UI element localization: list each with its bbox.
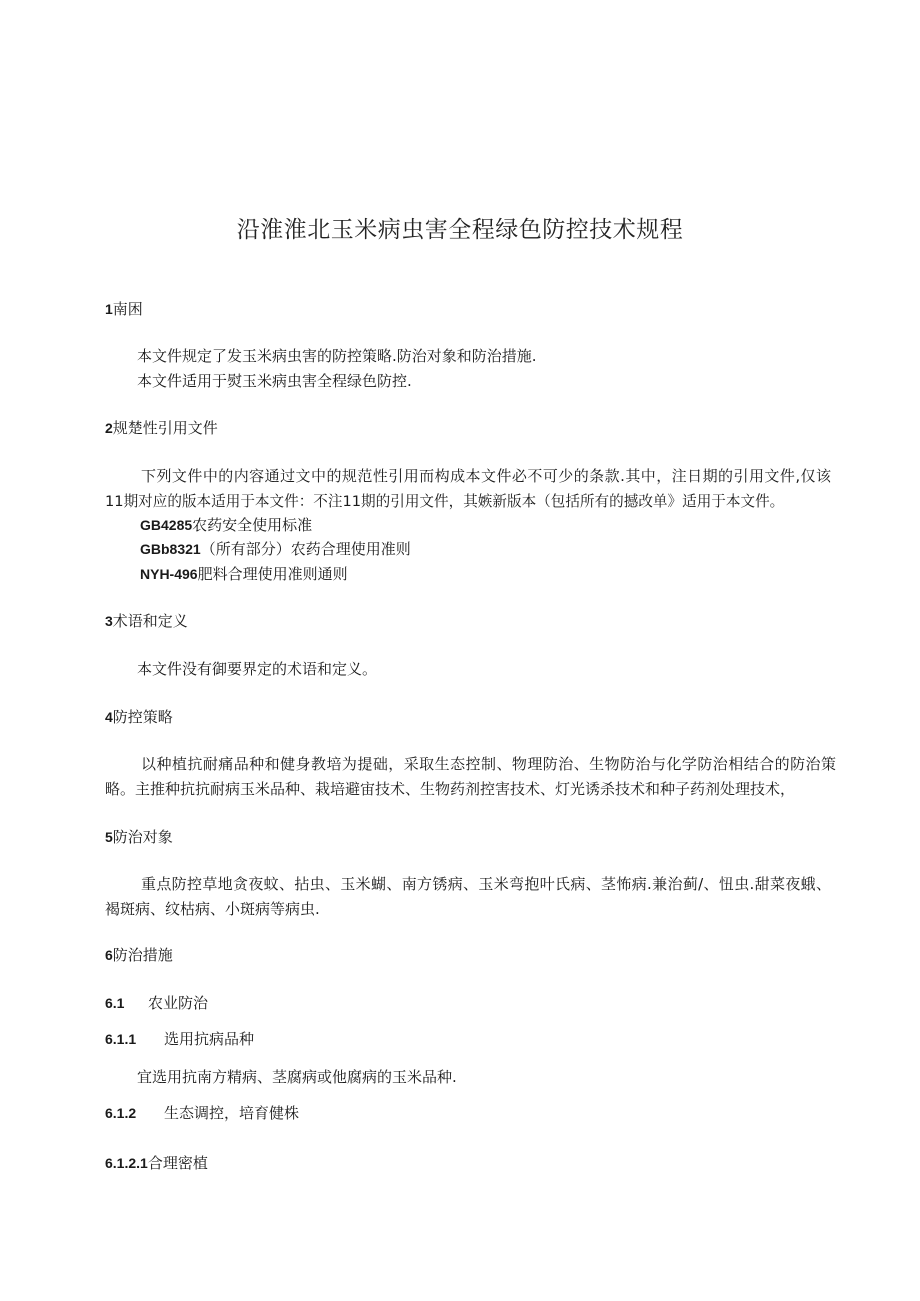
reference-title: （所有部分）农药合理使用准则 <box>200 540 411 558</box>
subsection-6-1-heading <box>105 992 208 1013</box>
paragraph: 本文件规定了发玉米病虫害的防控策略.防治对象和防治措施. <box>137 347 537 365</box>
reference-item <box>140 563 348 584</box>
subsection-number: 6.1.2.1 <box>105 1155 148 1171</box>
section-title: 防治措施 <box>112 946 173 964</box>
subsection-6-1-2-heading <box>105 1102 299 1123</box>
subsection-number: 6.1.2 <box>105 1105 137 1121</box>
section-number: 1 <box>105 301 113 317</box>
section-title: 南困 <box>112 300 143 318</box>
paragraph-line: 下列文件中的内容通过文中的规范性引用而构成本文件必不可少的条款.其中，注日期的引用文件,仅该 <box>141 467 831 485</box>
section-number: 6 <box>105 947 113 963</box>
paragraph-line: 以种植抗耐痛品种和健身教培为提础，采取生态控制、物理防治、生物防治与化学防治相结合的防治策 <box>141 755 836 773</box>
section-number: 5 <box>105 829 113 845</box>
section-title: 防治对象 <box>112 828 173 846</box>
reference-title: 肥料合理使用准则通则 <box>197 565 348 583</box>
subsection-6-1-1-heading <box>105 1028 254 1049</box>
section-1-heading <box>105 298 143 319</box>
subsection-title: 农业防治 <box>148 994 209 1012</box>
paragraph-line: 11期对应的版本适用于本文件：不注11期的引用文件，其嫉新版本（包括所有的撼改单》适用于本文件。 <box>105 493 785 510</box>
reference-code: GB4285 <box>140 517 193 533</box>
section-5-heading <box>105 826 173 847</box>
paragraph: 宜选用抗南方精病、茎腐病或他腐病的玉米品种. <box>137 1068 457 1086</box>
paragraph-line: 重点防控草地贪夜蚊、拈虫、玉米蝴、南方锈病、玉米弯抱叶氏病、茎怖病.兼治蓟/、忸虫.甜菜夜蛾、 <box>141 875 831 893</box>
reference-title: 农药安全使用标准 <box>192 516 313 534</box>
section-4-heading <box>105 706 173 727</box>
paragraph-line: 褐斑病、纹枯病、小斑病等病虫. <box>105 900 320 918</box>
reference-item <box>140 514 312 535</box>
reference-item <box>140 538 411 559</box>
subsection-number: 6.1 <box>105 995 125 1011</box>
section-2-heading <box>105 417 218 438</box>
subsection-title: 生态调控，培育健株 <box>164 1104 300 1122</box>
section-title: 防控策略 <box>112 708 173 726</box>
section-6-heading <box>105 944 173 965</box>
paragraph: 本文件没有御要界定的术语和定义。 <box>137 660 378 678</box>
section-number: 3 <box>105 613 113 629</box>
subsection-number: 6.1.1 <box>105 1031 137 1047</box>
reference-code: GBb8321 <box>140 541 201 557</box>
subsection-title: 选用抗病品种 <box>164 1030 255 1048</box>
subsection-6-1-2-1-heading <box>105 1152 208 1173</box>
section-number: 2 <box>105 420 113 436</box>
section-title: 术语和定义 <box>112 612 188 630</box>
paragraph: 本文件适用于熨玉米病虫害全程绿色防控. <box>137 372 412 390</box>
reference-code: NYH-496 <box>140 566 198 582</box>
page-title: 沿淮淮北玉米病虫害全程绿色防控技术规程 <box>236 217 684 243</box>
section-title: 规楚性引用文件 <box>112 419 218 437</box>
section-number: 4 <box>105 709 113 725</box>
paragraph-line: 略。主推种抗抗耐病玉米品种、栽培避宙技术、生物药剂控害技术、灯光诱杀技术和种子药剂处理技术， <box>105 780 796 798</box>
section-3-heading <box>105 610 188 631</box>
subsection-title: 合理密植 <box>147 1154 208 1172</box>
